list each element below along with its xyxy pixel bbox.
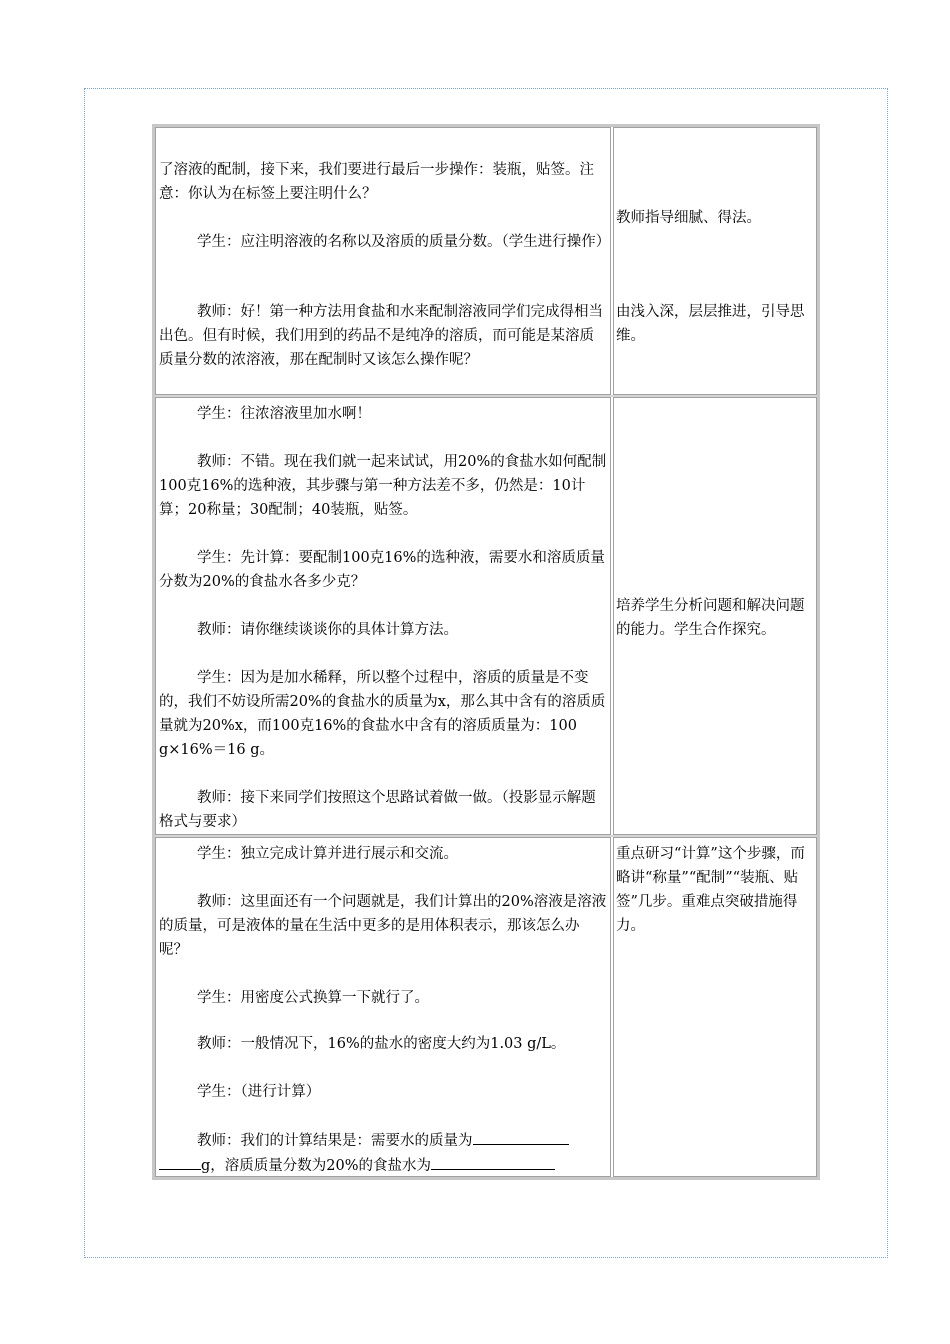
paragraph: 学生：独立完成计算并进行展示和交流。 — [197, 846, 458, 862]
note-text: 培养学生分析问题和解决问题的能力。学生合作探究。 — [616, 598, 805, 638]
paragraph: 教师：一般情况下，16%的盐水的密度大约为1.03 g/L。 — [197, 1036, 566, 1052]
fill-blank-water-mass — [473, 1128, 569, 1145]
paragraph: 学生：应注明溶液的名称以及溶质的质量分数。（学生进行操作） — [197, 234, 611, 250]
note-text: 教师指导细腻、得法。 — [616, 210, 761, 226]
paragraph: 教师：接下来同学们按照这个思路试着做一做。（投影显示解题格式与要求） — [159, 790, 596, 830]
paragraph: 教师：这里面还有一个问题就是，我们计算出的20%溶液是溶液的质量，可是液体的量在生活中更多的是用体积表示，那该怎么办呢？ — [159, 894, 607, 958]
paragraph: 学生：用密度公式换算一下就行了。 — [197, 990, 429, 1006]
paragraph: 教师：不错。现在我们就一起来试试，用20%的食盐水如何配制100克16%的选种液，其步骤与第一种方法差不多，仍然是：10计算；20称量；30配制；40装瓶，贴签。 — [159, 454, 607, 518]
fill-blank-water-mass-cont — [159, 1153, 201, 1170]
paragraph: 学生：先计算：要配制100克16%的选种液，需要水和溶质质量分数为20%的食盐水各多少克？ — [159, 550, 605, 590]
design-intent-cell — [613, 127, 817, 395]
table-row — [155, 837, 817, 1177]
teaching-process-cell — [155, 127, 611, 395]
table-row — [155, 397, 817, 835]
teaching-process-cell — [155, 397, 611, 835]
table-row — [155, 127, 817, 395]
lesson-plan-table — [152, 124, 820, 1180]
paragraph-continuation — [159, 1153, 608, 1177]
paragraph: 教师：好！第一种方法用食盐和水来配制溶液同学们完成得相当出色。但有时候，我们用到的药品不是纯净的溶质，而可能是某溶质质量分数的浓溶液，那在配制时又该怎么操作呢？ — [159, 304, 603, 368]
paragraph — [159, 1128, 608, 1153]
paragraph: 学生：往浓溶液里加水啊！ — [197, 406, 371, 422]
paragraph: 教师：请你继续谈谈你的具体计算方法。 — [197, 622, 458, 638]
note-text: 由浅入深，层层推进，引导思维。 — [616, 304, 805, 344]
paragraph-text: 教师：我们的计算结果是：需要水的质量为 — [197, 1133, 473, 1149]
paragraph: 学生：因为是加水稀释，所以整个过程中，溶质的质量是不变的，我们不妨设所需20%的食盐水的质量为x，那么其中含有的溶质质量就为20%x，而100克16%的食盐水中含有的溶质质量为：100 g×16%＝16 g。 — [159, 670, 606, 758]
teaching-process-cell — [155, 837, 611, 1177]
fill-blank-brine-mass — [431, 1153, 555, 1170]
paragraph: 学生：（进行计算） — [197, 1084, 321, 1100]
design-intent-cell — [613, 837, 817, 1177]
design-intent-cell — [613, 397, 817, 835]
paragraph: 了溶液的配制，接下来，我们要进行最后一步操作：装瓶，贴签。注意：你认为在标签上要注明什么？ — [159, 162, 594, 202]
paragraph-text: g，溶质质量分数为20%的食盐水为 — [201, 1158, 432, 1174]
note-text: 重点研习“计算”这个步骤，而略讲“称量”“配制”“装瓶、贴签”几步。重难点突破措施得力。 — [616, 846, 805, 934]
